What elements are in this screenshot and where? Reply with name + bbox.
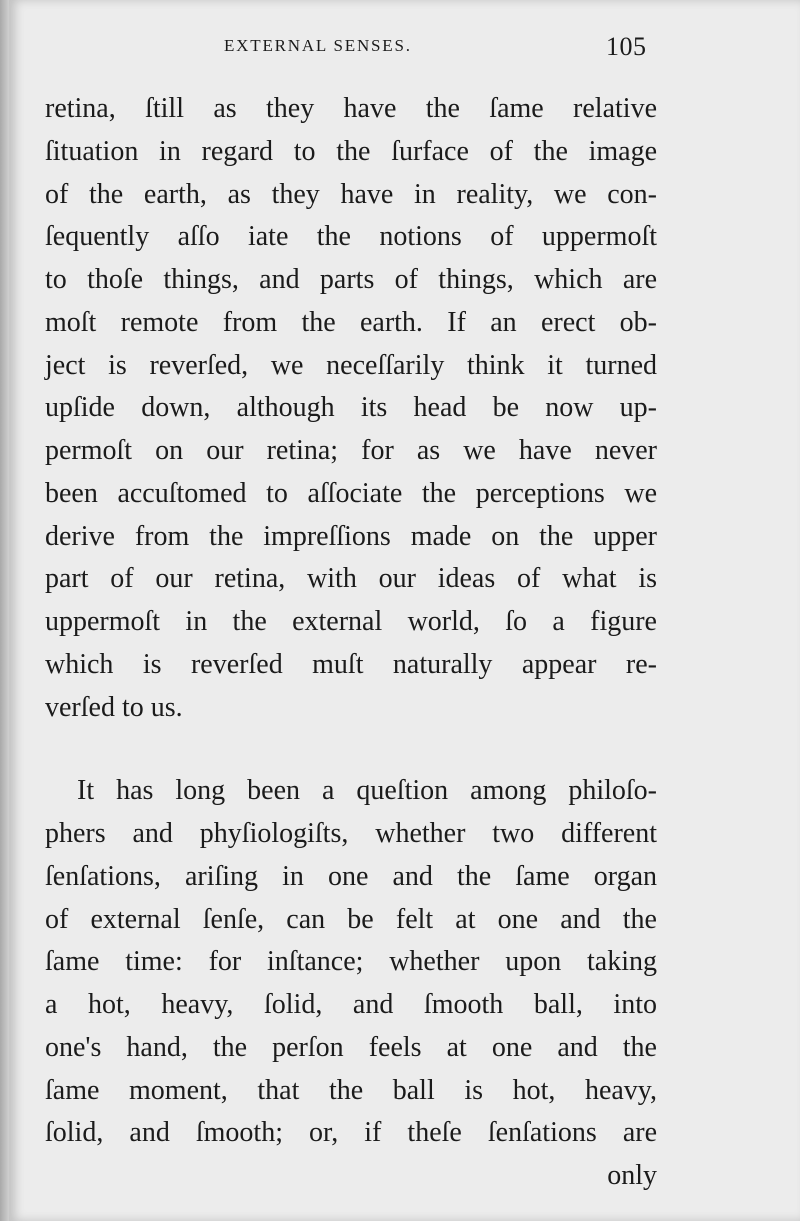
text-line: ſenſations, ariſing in one and the ſame organ xyxy=(45,860,657,892)
text-line: ſolid, and ſmooth; or, if theſe ſenſations are xyxy=(45,1117,657,1149)
text-line: upſide down, although its head be now up- xyxy=(45,392,657,424)
text-line: been accuſtomed to aſſociate the perceptions we xyxy=(45,477,657,509)
text-line: phers and phyſiologiſts, whether two different xyxy=(45,818,657,849)
text-line: ſituation in regard to the ſurface of the image xyxy=(45,135,657,167)
page-gutter-shadow xyxy=(0,0,9,1221)
text-line: of the earth, as they have in reality, we con- xyxy=(45,178,657,210)
page-header xyxy=(0,32,800,76)
text-line: ſame time: for inſtance; whether upon taking xyxy=(45,946,657,978)
text-line: to thoſe things, and parts of things, which are xyxy=(45,264,657,295)
text-line: of external ſenſe, can be felt at one and the xyxy=(45,903,657,935)
text-line: ſame moment, that the ball is hot, heavy, xyxy=(45,1074,657,1106)
text-line: derive from the impreſſions made on the upper xyxy=(45,520,657,552)
text-line: moſt remote from the earth. If an erect ob- xyxy=(45,306,657,338)
text-line: retina, ſtill as they have the ſame relative xyxy=(45,93,657,124)
text-line: permoſt on our retina; for as we have never xyxy=(45,435,657,466)
text-line: which is reverſed muſt naturally appear re- xyxy=(45,648,657,680)
text-line: ſequently aſſo iate the notions of uppermoſt xyxy=(45,221,657,253)
body-text xyxy=(45,88,657,1198)
paragraph-spacer xyxy=(45,729,657,770)
text-line-paragraph-start: It has long been a queſtion among philoſo- xyxy=(77,775,657,807)
running-head: EXTERNAL SENSES. xyxy=(224,36,412,55)
text-line-paragraph-end: verſed to us. xyxy=(45,691,183,723)
page-number: 105 xyxy=(606,32,647,61)
text-line: uppermoſt in the external world, ſo a figure xyxy=(45,606,657,637)
text-line: a hot, heavy, ſolid, and ſmooth ball, into xyxy=(45,989,657,1020)
text-line: part of our retina, with our ideas of what is xyxy=(45,563,657,595)
text-line: ject is reverſed, we neceſſarily think it turned xyxy=(45,349,657,381)
catchword: only xyxy=(607,1160,657,1191)
text-line: one's hand, the perſon feels at one and the xyxy=(45,1031,657,1063)
